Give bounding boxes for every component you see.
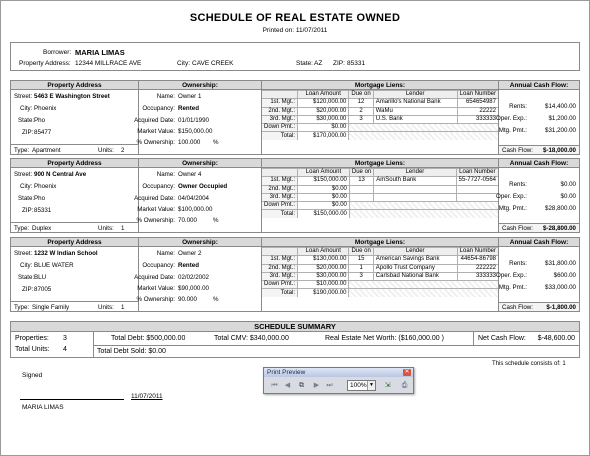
real-estate-net-worth: Real Estate Net Worth: ($160,000.00 ) bbox=[325, 335, 444, 342]
street-label: Street: bbox=[14, 250, 33, 257]
cash-flow-label: Cash Flow: bbox=[502, 225, 533, 232]
borrower-zip-label: ZIP: bbox=[333, 60, 345, 67]
lien-amount: $120,000.00 bbox=[298, 99, 349, 107]
type-value: Single Family bbox=[32, 304, 70, 311]
mtg-pmt-label: Mtg. Pmt.: bbox=[498, 284, 527, 291]
property-address-header: Property Address bbox=[11, 238, 138, 247]
lien-due-on bbox=[349, 185, 373, 193]
liens-table bbox=[262, 247, 498, 297]
down-pmt-filler bbox=[349, 124, 498, 132]
pct-ownership-label: % Ownership: bbox=[136, 217, 175, 224]
ownership-header: Ownership: bbox=[139, 159, 261, 168]
lien-row bbox=[262, 264, 498, 272]
ownership-column bbox=[134, 159, 262, 232]
lien-loan-number: 44654-86798 bbox=[457, 256, 498, 264]
property-address-label: Property Address: bbox=[19, 60, 71, 67]
cash-flow-label: Cash Flow: bbox=[502, 147, 533, 154]
lender-col-header: Lender bbox=[373, 91, 457, 99]
mortgage-liens-column bbox=[262, 238, 499, 311]
lien-loan-number: 333333 bbox=[457, 272, 498, 280]
liens-table bbox=[262, 168, 498, 218]
lien-lender bbox=[374, 193, 456, 201]
property-block bbox=[10, 237, 580, 312]
down-pmt-label: Down Pmt.: bbox=[262, 124, 298, 132]
total-label: Total: bbox=[262, 132, 298, 140]
zip-value: 85331 bbox=[34, 207, 52, 214]
lien-amount: $150,000.00 bbox=[298, 177, 350, 185]
borrower-city-label: City: bbox=[177, 60, 190, 67]
oper-exp-value: $1,200.00 bbox=[548, 115, 576, 122]
acquired-date-label: Acquired Date: bbox=[134, 117, 175, 124]
owner-name-label: Name: bbox=[156, 250, 175, 257]
borrower-state-label: State: bbox=[296, 60, 313, 67]
lien-lender: WaMu bbox=[373, 107, 457, 115]
signed-date: 11/07/2011 bbox=[131, 393, 163, 400]
liens-table bbox=[262, 90, 498, 140]
lien-lender: Carlsbad National Bank bbox=[373, 272, 457, 280]
acquired-date-value: 04/04/2004 bbox=[178, 195, 209, 202]
lien-due-on: 15 bbox=[349, 256, 373, 264]
down-pmt-value: $0.00 bbox=[298, 202, 350, 210]
lien-row bbox=[262, 115, 498, 123]
cash-flow-row bbox=[499, 145, 579, 154]
market-value-label: Market Value: bbox=[137, 128, 175, 135]
mortgage-liens-column bbox=[262, 81, 499, 154]
occupancy-label: Occupancy: bbox=[142, 105, 175, 112]
ownership-column bbox=[134, 81, 262, 154]
pct-sign: % bbox=[213, 217, 219, 224]
occupancy-value: Rented bbox=[178, 105, 199, 112]
type-label: Type: bbox=[14, 147, 30, 154]
lien-amount: $30,000.00 bbox=[298, 115, 349, 123]
borrower-box bbox=[10, 42, 580, 71]
properties-count-label: Properties: bbox=[15, 335, 49, 342]
acquired-date-label: Acquired Date: bbox=[134, 274, 175, 281]
lien-row bbox=[262, 193, 498, 201]
market-value-label: Market Value: bbox=[137, 206, 175, 213]
previous-page-icon[interactable]: ◀ bbox=[284, 382, 291, 389]
cash-flow-label: Cash Flow: bbox=[502, 304, 533, 311]
oper-exp-label: Oper. Exp.: bbox=[496, 193, 527, 200]
liens-header-row bbox=[262, 91, 498, 99]
lien-amount: $0.00 bbox=[298, 193, 350, 201]
street-value: 5463 E Washington Street bbox=[34, 93, 110, 100]
city-value: BLUE WATER bbox=[34, 262, 74, 269]
cash-flow-header: Annual Cash Flow: bbox=[499, 238, 579, 247]
property-block bbox=[10, 158, 580, 233]
cash-flow-column bbox=[496, 159, 579, 232]
cash-flow-column bbox=[496, 238, 579, 311]
owner-name-value: Owner 2 bbox=[178, 250, 202, 257]
down-pmt-label: Down Pmt.: bbox=[262, 202, 298, 210]
borrower-label: Borrower: bbox=[43, 49, 72, 56]
units-label: Units: bbox=[98, 304, 114, 311]
schedule-summary bbox=[10, 321, 580, 358]
lien-row bbox=[262, 272, 498, 280]
lien-lender: American Savings Bank bbox=[373, 256, 457, 264]
lien-due-on: 12 bbox=[349, 99, 373, 107]
type-value: Duplex bbox=[32, 225, 52, 232]
signature-line bbox=[20, 399, 124, 400]
lien-loan-number: 22222 bbox=[457, 107, 498, 115]
borrower-state-value: AZ bbox=[314, 60, 323, 67]
cash-flow-header: Annual Cash Flow: bbox=[499, 159, 579, 168]
lien-row bbox=[262, 177, 498, 185]
property-address-value: 12344 MILLRACE AVE bbox=[75, 60, 142, 67]
mtg3-label: 3rd. Mgt.: bbox=[262, 272, 298, 280]
pct-ownership-label: % Ownership: bbox=[136, 139, 175, 146]
pct-ownership-value: 90.000 bbox=[178, 296, 197, 303]
property-address-column bbox=[11, 159, 139, 232]
net-cash-flow-value: $-48,600.00 bbox=[537, 335, 575, 342]
ownership-column bbox=[134, 238, 262, 311]
state-label: State: bbox=[18, 195, 35, 202]
summary-title: SCHEDULE SUMMARY bbox=[11, 322, 579, 332]
lien-amount: $30,000.00 bbox=[298, 272, 349, 280]
total-filler bbox=[349, 289, 498, 297]
lien-amount: $0.00 bbox=[298, 185, 350, 193]
market-value-value: $90,000.00 bbox=[178, 285, 209, 292]
street-label: Street: bbox=[14, 93, 33, 100]
lien-loan-number: 222222 bbox=[457, 264, 498, 272]
export-icon[interactable]: ⇲ bbox=[384, 382, 391, 389]
lien-loan-number: 55-7727-0564 bbox=[456, 177, 498, 185]
last-page-icon[interactable]: ⏭ bbox=[326, 382, 333, 389]
lien-lender bbox=[374, 185, 456, 193]
zip-label: ZIP: bbox=[22, 286, 34, 293]
lien-due-on: 1 bbox=[349, 264, 373, 272]
property-address-column bbox=[11, 81, 139, 154]
signer-name: MARIA LIMAS bbox=[22, 404, 64, 411]
lien-amount: $130,000.00 bbox=[298, 256, 349, 264]
due-on-col-header: Due on bbox=[349, 169, 373, 177]
ownership-header: Ownership: bbox=[139, 238, 261, 247]
liens-header-row bbox=[262, 169, 498, 177]
lien-lender: Apollo Trust Company bbox=[373, 264, 457, 272]
mtg1-label: 1st. Mgt.: bbox=[262, 177, 298, 185]
state-label: State: bbox=[18, 117, 35, 124]
type-units-row bbox=[11, 144, 138, 154]
occupancy-value: Owner Occupied bbox=[178, 183, 228, 190]
total-cmv: Total CMV: $340,000.00 bbox=[214, 335, 289, 342]
cash-flow-value: $-28,800.00 bbox=[542, 225, 576, 232]
mtg1-label: 1st. Mgt.: bbox=[262, 99, 298, 107]
property-address-header: Property Address bbox=[11, 81, 138, 90]
total-debt-sold: Total Debt Sold: $0.00 bbox=[97, 348, 166, 355]
liens-header-row bbox=[262, 248, 498, 256]
borrower-zip-value: 85331 bbox=[347, 60, 366, 67]
signed-label: Signed bbox=[22, 372, 43, 379]
total-debt: Total Debt: $500,000.00 bbox=[111, 335, 186, 342]
lien-loan-number bbox=[456, 185, 498, 193]
owner-name-label: Name: bbox=[156, 171, 175, 178]
pct-ownership-value: 100.000 bbox=[178, 139, 201, 146]
lien-row bbox=[262, 107, 498, 115]
lien-due-on bbox=[349, 193, 373, 201]
zip-label: ZIP: bbox=[22, 129, 34, 136]
down-pmt-filler bbox=[349, 281, 498, 289]
total-row bbox=[262, 132, 498, 140]
units-label: Units: bbox=[98, 147, 114, 154]
lien-loan-number: 654654987 bbox=[457, 99, 498, 107]
units-value: 1 bbox=[121, 225, 125, 232]
oper-exp-value: $0.00 bbox=[560, 193, 576, 200]
lien-loan-number bbox=[456, 193, 498, 201]
loan-amount-col-header: Loan Amount bbox=[298, 169, 350, 177]
lien-row bbox=[262, 99, 498, 107]
zip-value: 87005 bbox=[34, 286, 52, 293]
printer-icon[interactable]: ⎙ bbox=[401, 382, 408, 389]
lender-col-header: Lender bbox=[374, 169, 456, 177]
lien-due-on: 2 bbox=[349, 107, 373, 115]
cash-flow-row bbox=[499, 302, 579, 311]
total-label: Total: bbox=[262, 210, 298, 218]
down-pmt-filler bbox=[349, 202, 498, 210]
lien-due-on: 3 bbox=[349, 272, 373, 280]
mtg3-label: 3rd. Mgt.: bbox=[262, 193, 298, 201]
loan-number-col-header: Loan Number bbox=[456, 169, 498, 177]
owner-name-value: Owner 4 bbox=[178, 171, 202, 178]
city-label: City: bbox=[20, 105, 33, 112]
mortgage-liens-header: Mortgage Liens: bbox=[262, 81, 498, 90]
units-value: 2 bbox=[121, 147, 125, 154]
total-filler bbox=[349, 132, 498, 140]
property-address-header: Property Address bbox=[11, 159, 138, 168]
mtg2-label: 2nd. Mgt.: bbox=[262, 107, 298, 115]
down-pmt-row bbox=[262, 124, 498, 132]
total-row bbox=[262, 289, 498, 297]
market-value-value: $150,000.00 bbox=[178, 128, 213, 135]
state-value: Pho bbox=[34, 117, 46, 124]
down-pmt-value: $0.00 bbox=[298, 124, 349, 132]
mtg3-label: 3rd. Mgt.: bbox=[262, 115, 298, 123]
due-on-col-header: Due on bbox=[349, 91, 373, 99]
total-label: Total: bbox=[262, 289, 298, 297]
lien-due-on: 3 bbox=[349, 115, 373, 123]
ownership-header: Ownership: bbox=[139, 81, 261, 90]
down-pmt-value: $10,000.00 bbox=[298, 281, 349, 289]
borrower-name: MARIA LIMAS bbox=[75, 48, 125, 57]
acquired-date-label: Acquired Date: bbox=[134, 195, 175, 202]
schedule-page-count: This schedule consists of: 1 bbox=[492, 361, 566, 367]
acquired-date-value: 02/02/2002 bbox=[178, 274, 209, 281]
total-units-value: 4 bbox=[63, 346, 67, 353]
city-value: Phoenix bbox=[34, 105, 57, 112]
street-value: 900 N Central Ave bbox=[34, 171, 87, 178]
occupancy-label: Occupancy: bbox=[142, 262, 175, 269]
mtg-pmt-label: Mtg. Pmt.: bbox=[498, 205, 527, 212]
rents-label: Rents: bbox=[509, 260, 527, 267]
type-units-row bbox=[11, 222, 138, 232]
down-pmt-row bbox=[262, 202, 498, 210]
rents-label: Rents: bbox=[509, 103, 527, 110]
zip-label: ZIP: bbox=[22, 207, 34, 214]
lien-due-on: 13 bbox=[349, 177, 373, 185]
acquired-date-value: 01/01/1990 bbox=[178, 117, 209, 124]
total-units-label: Total Units: bbox=[15, 346, 50, 353]
city-label: City: bbox=[20, 262, 33, 269]
cash-flow-row bbox=[499, 223, 579, 232]
close-icon[interactable]: ✕ bbox=[404, 369, 410, 375]
liens-corner bbox=[262, 91, 298, 99]
mtg2-label: 2nd. Mgt.: bbox=[262, 185, 298, 193]
occupancy-label: Occupancy: bbox=[142, 183, 175, 190]
down-pmt-label: Down Pmt.: bbox=[262, 281, 298, 289]
mtg-pmt-value: $31,200.00 bbox=[545, 127, 576, 134]
properties-count-value: 3 bbox=[63, 335, 67, 342]
chevron-down-icon[interactable]: ▼ bbox=[367, 381, 375, 390]
lien-row bbox=[262, 256, 498, 264]
due-on-col-header: Due on bbox=[349, 248, 373, 256]
loan-amount-col-header: Loan Amount bbox=[298, 91, 349, 99]
page-view-icon[interactable]: ⧉ bbox=[299, 382, 304, 389]
total-value: $150,000.00 bbox=[298, 210, 350, 218]
type-label: Type: bbox=[14, 304, 30, 311]
state-value: BLU bbox=[34, 274, 47, 281]
rents-value: $0.00 bbox=[560, 181, 576, 188]
units-label: Units: bbox=[98, 225, 114, 232]
mtg2-label: 2nd. Mgt.: bbox=[262, 264, 298, 272]
cash-flow-value: $-1,800.00 bbox=[546, 304, 576, 311]
type-value: Apartment bbox=[32, 147, 61, 154]
total-value: $170,000.00 bbox=[298, 132, 349, 140]
oper-exp-label: Oper. Exp.: bbox=[496, 115, 527, 122]
city-value: Phoenix bbox=[34, 183, 57, 190]
street-value: 1232 W Indian School bbox=[34, 250, 98, 257]
pct-sign: % bbox=[213, 139, 219, 146]
lien-row bbox=[262, 185, 498, 193]
mortgage-liens-header: Mortgage Liens: bbox=[262, 159, 498, 168]
property-block bbox=[10, 80, 580, 155]
mtg1-label: 1st. Mgt.: bbox=[262, 256, 298, 264]
zoom-select[interactable] bbox=[347, 380, 376, 391]
owner-name-value: Owner 1 bbox=[178, 93, 202, 100]
units-value: 1 bbox=[121, 304, 125, 311]
state-label: State: bbox=[18, 274, 35, 281]
market-value-label: Market Value: bbox=[137, 285, 175, 292]
lien-lender: Amarillo's National Bank bbox=[373, 99, 457, 107]
lien-lender: AmSouth Bank bbox=[374, 177, 456, 185]
total-value: $190,000.00 bbox=[298, 289, 349, 297]
next-page-icon[interactable]: ▶ bbox=[313, 382, 320, 389]
print-preview-toolbar bbox=[263, 367, 414, 394]
rents-label: Rents: bbox=[509, 181, 527, 188]
mtg-pmt-value: $33,000.00 bbox=[545, 284, 576, 291]
state-value: Pho bbox=[34, 195, 46, 202]
loan-amount-col-header: Loan Amount bbox=[298, 248, 349, 256]
loan-number-col-header: Loan Number bbox=[457, 91, 498, 99]
pct-ownership-value: 70.000 bbox=[178, 217, 197, 224]
first-page-icon[interactable]: ⏮ bbox=[271, 382, 278, 389]
lien-amount: $20,000.00 bbox=[298, 107, 349, 115]
occupancy-value: Rented bbox=[178, 262, 199, 269]
liens-corner bbox=[262, 248, 298, 256]
oper-exp-value: $600.00 bbox=[553, 272, 576, 279]
zoom-value: 100% bbox=[350, 382, 367, 389]
summary-hline bbox=[93, 345, 579, 346]
total-row bbox=[262, 210, 498, 218]
market-value-value: $100,000.00 bbox=[178, 206, 213, 213]
property-address-column bbox=[11, 238, 139, 311]
loan-number-col-header: Loan Number bbox=[457, 248, 498, 256]
printed-on: Printed on: 11/07/2011 bbox=[262, 27, 328, 34]
net-cash-flow-label: Net Cash Flow: bbox=[478, 335, 526, 342]
city-label: City: bbox=[20, 183, 33, 190]
mortgage-liens-column bbox=[262, 159, 499, 232]
pct-sign: % bbox=[213, 296, 219, 303]
street-label: Street: bbox=[14, 171, 33, 178]
zip-value: 85477 bbox=[34, 129, 52, 136]
mtg-pmt-value: $28,800.00 bbox=[545, 205, 576, 212]
print-preview-title: Print Preview bbox=[264, 368, 413, 377]
cash-flow-value: $-18,000.00 bbox=[542, 147, 576, 154]
total-filler bbox=[349, 210, 498, 218]
type-label: Type: bbox=[14, 225, 30, 232]
borrower-city-value: CAVE CREEK bbox=[192, 60, 234, 67]
cash-flow-column bbox=[496, 81, 579, 154]
down-pmt-row bbox=[262, 281, 498, 289]
type-units-row bbox=[11, 301, 138, 311]
report-title: SCHEDULE OF REAL ESTATE OWNED bbox=[189, 12, 401, 24]
cash-flow-header: Annual Cash Flow: bbox=[499, 81, 579, 90]
oper-exp-label: Oper. Exp.: bbox=[496, 272, 527, 279]
lien-lender: U.S. Bank bbox=[373, 115, 457, 123]
mortgage-liens-header: Mortgage Liens: bbox=[262, 238, 498, 247]
owner-name-label: Name: bbox=[156, 93, 175, 100]
lender-col-header: Lender bbox=[373, 248, 457, 256]
lien-loan-number: 333333 bbox=[457, 115, 498, 123]
liens-corner bbox=[262, 169, 298, 177]
lien-amount: $20,000.00 bbox=[298, 264, 349, 272]
summary-divider bbox=[473, 332, 474, 345]
rents-value: $31,800.00 bbox=[545, 260, 576, 267]
mtg-pmt-label: Mtg. Pmt.: bbox=[498, 127, 527, 134]
rents-value: $14,400.00 bbox=[545, 103, 576, 110]
pct-ownership-label: % Ownership: bbox=[136, 296, 175, 303]
